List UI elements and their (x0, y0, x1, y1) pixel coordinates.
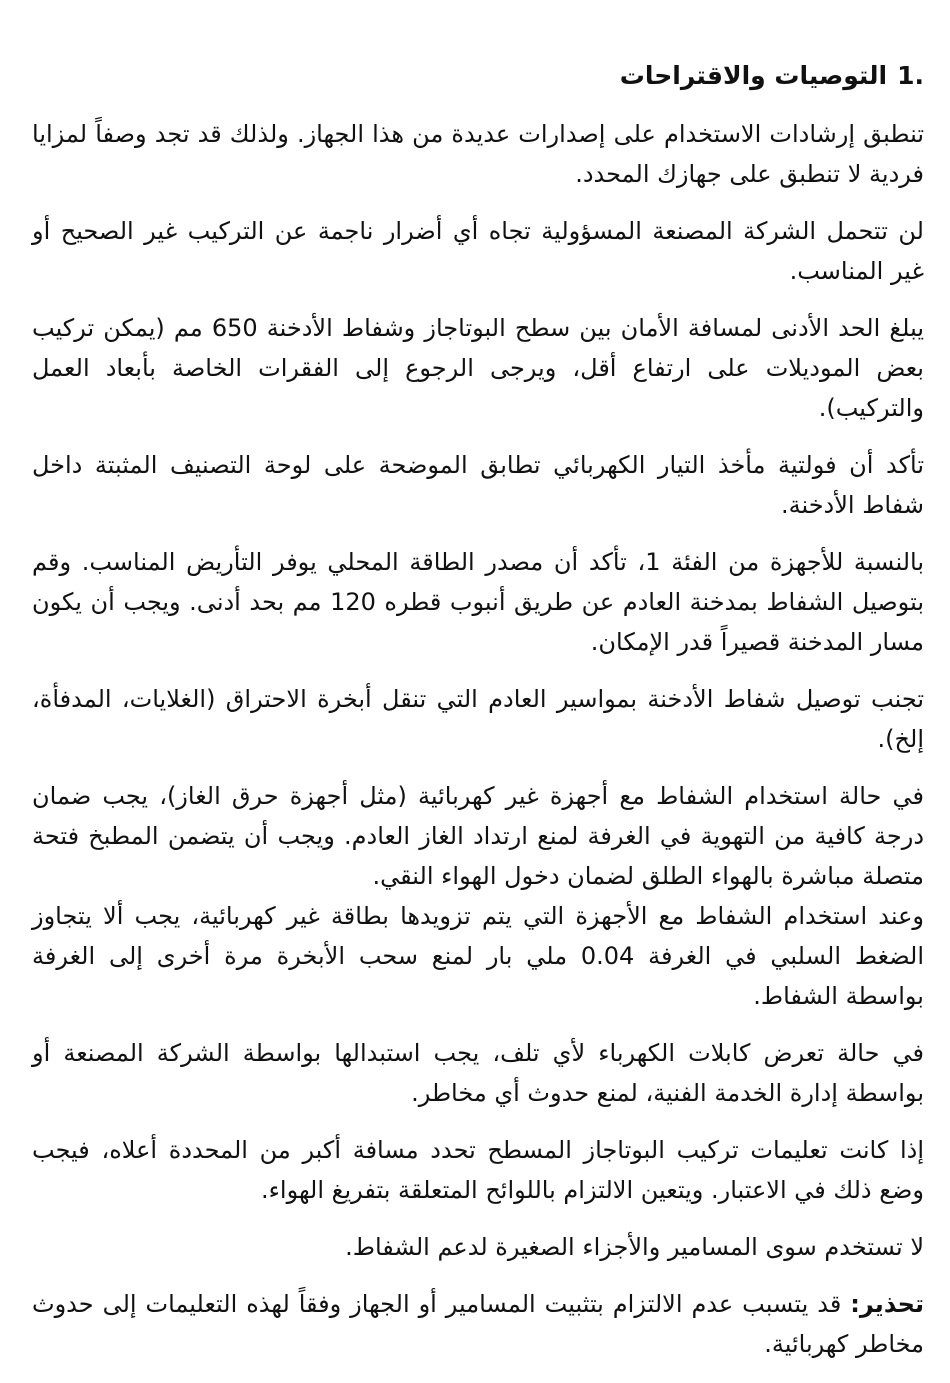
paragraph-warning (32, 1284, 924, 1364)
warning-text: قد يتسبب عدم الالتزام بتثبيت المسامير أو الجهاز وفقاً لهذه التعليمات إلى حدوث مخاطر كهربائية. (32, 1290, 924, 1358)
paragraph-safety-distance: يبلغ الحد الأدنى لمسافة الأمان بين سطح البوتاجاز وشفاط الأدخنة 650 مم (يمكن تركيب بعض الموديلات على ارتفاع أقل، ويرجى الرجوع إلى الفقرات الخاصة بأبعاد العمل والتركيب). (32, 314, 925, 422)
paragraph-cables: في حالة تعرض كابلات الكهرباء لأي تلف، يجب استبدالها بواسطة الشركة المصنعة أو بواسطة إدارة الخدمة الفنية، لمنع حدوث أي مخاطر. (32, 1039, 924, 1107)
paragraph-grounding: بالنسبة للأجهزة من الفئة 1، تأكد أن مصدر الطاقة المحلي يوفر التأريض المناسب. وقم بتوصيل الشفاط بمدخنة العادم عن طريق أنبوب قطره 120 مم بحد أدنى. ويجب أن يكون مسار المدخنة قصيراً قدر الإمكان. (32, 548, 925, 656)
paragraph-hob-distance: إذا كانت تعليمات تركيب البوتاجاز المسطح تحدد مسافة أكبر من المحددة أعلاه، فيجب وضع ذلك في الاعتبار. ويتعين الالتزام باللوائح المتعلقة بتفريغ الهواء. (32, 1136, 924, 1204)
paragraph-ventilation: في حالة استخدام الشفاط مع أجهزة غير كهربائية (مثل أجهزة حرق الغاز)، يجب ضمان درجة كافية من التهوية في الغرفة لمنع ارتداد الغاز العادم. ويجب أن يتضمن المطبخ فتحة متصلة مباشرة بالهواء الطلق لضمان دخول الهواء النقي. (32, 782, 924, 890)
section-number: 1. (897, 61, 924, 90)
paragraph-liability: لن تتحمل الشركة المصنعة المسؤولية تجاه أي أضرار ناجمة عن التركيب غير الصحيح أو غير المناسب. (32, 217, 924, 285)
warning-label: تحذير: (850, 1290, 924, 1318)
section-heading (32, 58, 924, 94)
section-title: التوصيات والاقتراحات (619, 61, 888, 90)
paragraph-screws: لا تستخدم سوى المسامير والأجزاء الصغيرة لدعم الشفاط. (345, 1233, 924, 1261)
paragraph-exhaust-pipes: تجنب توصيل شفاط الأدخنة بمواسير العادم التي تنقل أبخرة الاحتراق (الغلايات، المدفأة، إلخ). (32, 685, 924, 753)
paragraph-negative-pressure: وعند استخدام الشفاط مع الأجهزة التي يتم تزويدها بطاقة غير كهربائية، يجب ألا يتجاوز الضغط السلبي في الغرفة 0.04 ملي بار لمنع سحب الأبخرة مرة أخرى إلى الغرفة بواسطة الشفاط. (32, 902, 924, 1010)
paragraph-voltage: تأكد أن فولتية مأخذ التيار الكهربائي تطابق الموضحة على لوحة التصنيف المثبتة داخل شفاط الأدخنة. (32, 451, 924, 519)
paragraph-usage-versions: تنطبق إرشادات الاستخدام على إصدارات عديدة من هذا الجهاز. ولذلك قد تجد وصفاً لمزايا فردية لا تنطبق على جهازك المحدد. (32, 120, 924, 188)
